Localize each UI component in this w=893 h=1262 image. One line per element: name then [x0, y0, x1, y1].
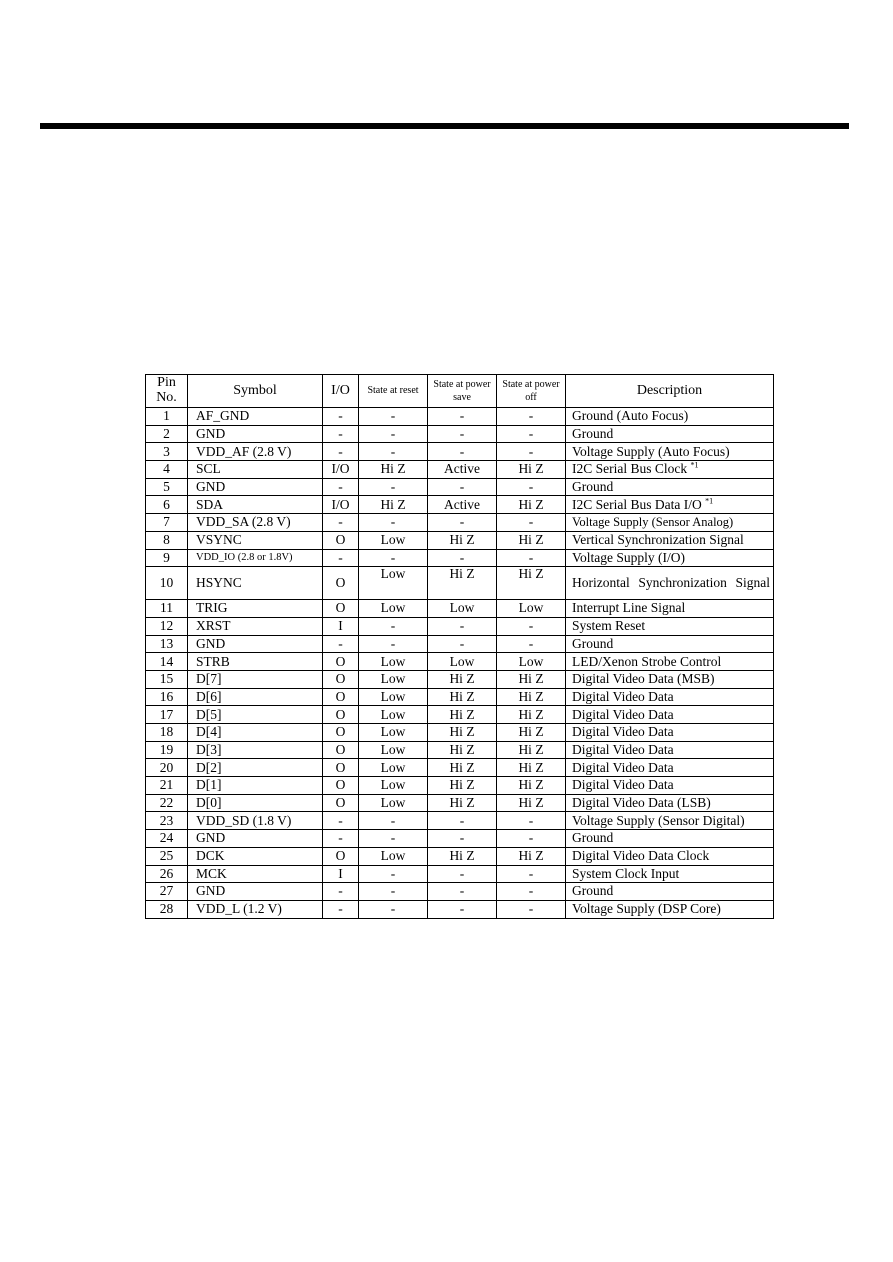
io-cell: O — [323, 531, 359, 549]
state-power-save-cell: Hi Z — [428, 706, 497, 724]
description-cell: Digital Video Data — [566, 741, 774, 759]
io-cell: - — [323, 883, 359, 901]
state-reset-cell: Low — [359, 688, 428, 706]
state-reset-cell: Low — [359, 670, 428, 688]
state-power-save-cell: Hi Z — [428, 847, 497, 865]
state-power-off-cell: Hi Z — [497, 531, 566, 549]
pin-cell: 9 — [146, 549, 188, 567]
description-cell: Ground — [566, 425, 774, 443]
state-reset-cell: - — [359, 478, 428, 496]
state-power-off-cell: Hi Z — [497, 496, 566, 514]
io-cell: O — [323, 741, 359, 759]
state-reset-cell: - — [359, 443, 428, 461]
state-power-save-cell: Hi Z — [428, 777, 497, 795]
table-row — [146, 461, 774, 479]
state-power-off-cell: - — [497, 830, 566, 848]
pin-cell: 14 — [146, 653, 188, 671]
state-reset-cell: - — [359, 617, 428, 635]
description-cell: Digital Video Data (LSB) — [566, 794, 774, 812]
symbol-cell: AF_GND — [188, 408, 323, 426]
description-cell: Voltage Supply (Sensor Digital) — [566, 812, 774, 830]
pin-cell: 3 — [146, 443, 188, 461]
state-reset-cell: Low — [359, 741, 428, 759]
description-cell: Digital Video Data — [566, 724, 774, 742]
io-cell: O — [323, 670, 359, 688]
description-cell: Digital Video Data — [566, 759, 774, 777]
description-cell: System Clock Input — [566, 865, 774, 883]
description-cell — [566, 461, 774, 479]
state-reset-cell: Low — [359, 847, 428, 865]
table-row — [146, 812, 774, 830]
table-row — [146, 425, 774, 443]
table-row — [146, 865, 774, 883]
state-reset-cell: Low — [359, 759, 428, 777]
table-row — [146, 531, 774, 549]
table-row — [146, 514, 774, 532]
io-cell: - — [323, 514, 359, 532]
io-cell: O — [323, 706, 359, 724]
pin-cell: 27 — [146, 883, 188, 901]
io-cell: - — [323, 812, 359, 830]
pin-cell: 8 — [146, 531, 188, 549]
state-reset-cell: - — [359, 425, 428, 443]
pin-cell: 28 — [146, 900, 188, 918]
symbol-cell: D[2] — [188, 759, 323, 777]
pin-cell: 1 — [146, 408, 188, 426]
description-cell: Digital Video Data — [566, 777, 774, 795]
io-cell: - — [323, 900, 359, 918]
state-power-save-cell: Hi Z — [428, 759, 497, 777]
description-cell: LED/Xenon Strobe Control — [566, 653, 774, 671]
description-cell: Ground — [566, 478, 774, 496]
header-state-at-power-save: State at power save — [428, 375, 497, 408]
pin-assignment-table — [145, 374, 774, 919]
pin-cell: 10 — [146, 567, 188, 600]
state-power-off-cell: - — [497, 425, 566, 443]
table-row — [146, 600, 774, 618]
io-cell: O — [323, 724, 359, 742]
pin-cell: 21 — [146, 777, 188, 795]
header-description: Description — [566, 375, 774, 408]
state-power-off-cell: Hi Z — [497, 777, 566, 795]
state-power-save-cell: Hi Z — [428, 741, 497, 759]
symbol-cell: D[6] — [188, 688, 323, 706]
description-cell — [566, 496, 774, 514]
state-power-off-cell: - — [497, 443, 566, 461]
state-power-save-cell: - — [428, 883, 497, 901]
footnote-marker: *1 — [705, 496, 714, 506]
state-reset-cell: - — [359, 830, 428, 848]
state-power-save-cell: - — [428, 900, 497, 918]
pin-cell: 5 — [146, 478, 188, 496]
description-cell: Voltage Supply (DSP Core) — [566, 900, 774, 918]
state-power-save-cell: Active — [428, 496, 497, 514]
symbol-cell: SCL — [188, 461, 323, 479]
state-power-off-cell: Hi Z — [497, 847, 566, 865]
table-row — [146, 741, 774, 759]
header-pin-no: Pin No. — [146, 375, 188, 408]
table-row — [146, 724, 774, 742]
description-cell: Vertical Synchronization Signal — [566, 531, 774, 549]
description-cell: Digital Video Data (MSB) — [566, 670, 774, 688]
state-power-save-cell: - — [428, 425, 497, 443]
header-state-at-power-off: State at power off — [497, 375, 566, 408]
table-row — [146, 408, 774, 426]
io-cell: - — [323, 635, 359, 653]
io-cell: O — [323, 847, 359, 865]
state-reset-cell: Low — [359, 600, 428, 618]
state-power-off-cell: - — [497, 617, 566, 635]
symbol-cell: DCK — [188, 847, 323, 865]
description-cell: Digital Video Data Clock — [566, 847, 774, 865]
symbol-cell: XRST — [188, 617, 323, 635]
table-row — [146, 635, 774, 653]
symbol-cell: MCK — [188, 865, 323, 883]
pin-cell: 19 — [146, 741, 188, 759]
state-reset-cell: Low — [359, 531, 428, 549]
pin-cell: 6 — [146, 496, 188, 514]
description-cell: Ground — [566, 830, 774, 848]
state-power-off-cell: Hi Z — [497, 794, 566, 812]
table-row — [146, 567, 774, 600]
state-power-off-cell: Hi Z — [497, 759, 566, 777]
io-cell: - — [323, 478, 359, 496]
pin-cell: 26 — [146, 865, 188, 883]
symbol-cell: D[7] — [188, 670, 323, 688]
symbol-cell: D[4] — [188, 724, 323, 742]
description-cell: Voltage Supply (Sensor Analog) — [566, 514, 774, 532]
state-power-save-cell: Hi Z — [428, 688, 497, 706]
pin-cell: 23 — [146, 812, 188, 830]
description-cell: Digital Video Data — [566, 706, 774, 724]
table-row — [146, 706, 774, 724]
description-cell: Ground — [566, 883, 774, 901]
state-power-save-cell: - — [428, 549, 497, 567]
top-horizontal-rule — [40, 123, 849, 129]
symbol-cell: TRIG — [188, 600, 323, 618]
io-cell: - — [323, 443, 359, 461]
symbol-cell: D[5] — [188, 706, 323, 724]
symbol-cell: SDA — [188, 496, 323, 514]
description-cell: System Reset — [566, 617, 774, 635]
state-power-off-cell: - — [497, 883, 566, 901]
state-power-off-cell: Hi Z — [497, 670, 566, 688]
state-power-save-cell: - — [428, 830, 497, 848]
symbol-cell: D[0] — [188, 794, 323, 812]
pin-cell: 13 — [146, 635, 188, 653]
state-power-off-cell: - — [497, 900, 566, 918]
io-cell: O — [323, 794, 359, 812]
description-text: I2C Serial Bus Data I/O — [572, 496, 702, 512]
state-reset-cell: - — [359, 635, 428, 653]
footnote-marker: *1 — [690, 460, 699, 470]
io-cell: - — [323, 549, 359, 567]
state-power-off-cell: Hi Z — [497, 567, 566, 600]
symbol-cell: HSYNC — [188, 567, 323, 600]
pin-cell: 16 — [146, 688, 188, 706]
state-power-off-cell: - — [497, 549, 566, 567]
description-cell: Horizontal Synchronization Signal — [566, 567, 774, 600]
description-cell: Voltage Supply (I/O) — [566, 549, 774, 567]
symbol-cell: VDD_SA (2.8 V) — [188, 514, 323, 532]
symbol-cell: D[3] — [188, 741, 323, 759]
state-power-save-cell: Hi Z — [428, 670, 497, 688]
state-reset-cell: Low — [359, 724, 428, 742]
symbol-cell: VDD_SD (1.8 V) — [188, 812, 323, 830]
state-power-off-cell: Hi Z — [497, 688, 566, 706]
state-power-off-cell: Hi Z — [497, 461, 566, 479]
symbol-cell: D[1] — [188, 777, 323, 795]
table-body — [146, 408, 774, 919]
symbol-cell: VDD_IO (2.8 or 1.8V) — [188, 549, 323, 567]
symbol-cell: VSYNC — [188, 531, 323, 549]
table-header-row — [146, 375, 774, 408]
state-reset-cell: Hi Z — [359, 461, 428, 479]
symbol-cell: GND — [188, 425, 323, 443]
symbol-cell: GND — [188, 635, 323, 653]
state-reset-cell: - — [359, 514, 428, 532]
pin-cell: 17 — [146, 706, 188, 724]
io-cell: O — [323, 600, 359, 618]
table-row — [146, 670, 774, 688]
description-text: I2C Serial Bus Clock — [572, 461, 688, 477]
state-reset-cell: - — [359, 865, 428, 883]
description-cell: Ground (Auto Focus) — [566, 408, 774, 426]
state-power-save-cell: Hi Z — [428, 531, 497, 549]
pin-cell: 20 — [146, 759, 188, 777]
header-io: I/O — [323, 375, 359, 408]
header-state-at-reset: State at reset — [359, 375, 428, 408]
state-power-save-cell: Active — [428, 461, 497, 479]
state-reset-cell: Low — [359, 794, 428, 812]
state-power-off-cell: Low — [497, 653, 566, 671]
state-reset-cell: - — [359, 883, 428, 901]
io-cell: - — [323, 408, 359, 426]
table-row — [146, 478, 774, 496]
state-power-off-cell: Hi Z — [497, 741, 566, 759]
symbol-cell: VDD_L (1.2 V) — [188, 900, 323, 918]
state-power-save-cell: Hi Z — [428, 724, 497, 742]
io-cell: I/O — [323, 496, 359, 514]
io-cell: O — [323, 759, 359, 777]
pin-cell: 18 — [146, 724, 188, 742]
table-row — [146, 830, 774, 848]
state-reset-cell: - — [359, 900, 428, 918]
pin-cell: 22 — [146, 794, 188, 812]
description-cell: Voltage Supply (Auto Focus) — [566, 443, 774, 461]
state-power-off-cell: - — [497, 865, 566, 883]
header-symbol: Symbol — [188, 375, 323, 408]
state-power-off-cell: - — [497, 408, 566, 426]
state-power-save-cell: - — [428, 408, 497, 426]
state-power-save-cell: - — [428, 478, 497, 496]
table-row — [146, 549, 774, 567]
pin-cell: 7 — [146, 514, 188, 532]
pin-cell: 11 — [146, 600, 188, 618]
state-power-save-cell: - — [428, 514, 497, 532]
pin-cell: 12 — [146, 617, 188, 635]
symbol-cell: GND — [188, 883, 323, 901]
state-power-off-cell: - — [497, 478, 566, 496]
state-power-save-cell: - — [428, 812, 497, 830]
state-reset-cell: Low — [359, 706, 428, 724]
state-power-save-cell: Low — [428, 600, 497, 618]
io-cell: - — [323, 425, 359, 443]
symbol-cell: STRB — [188, 653, 323, 671]
pin-cell: 15 — [146, 670, 188, 688]
table-row — [146, 617, 774, 635]
io-cell: O — [323, 688, 359, 706]
state-power-save-cell: - — [428, 443, 497, 461]
state-reset-cell: Low — [359, 777, 428, 795]
state-power-save-cell: Hi Z — [428, 567, 497, 600]
io-cell: O — [323, 567, 359, 600]
pin-cell: 25 — [146, 847, 188, 865]
table-row — [146, 759, 774, 777]
state-power-off-cell: - — [497, 812, 566, 830]
io-cell: I/O — [323, 461, 359, 479]
state-power-off-cell: Hi Z — [497, 724, 566, 742]
table-row — [146, 688, 774, 706]
description-cell: Ground — [566, 635, 774, 653]
state-reset-cell: - — [359, 812, 428, 830]
io-cell: - — [323, 830, 359, 848]
table-row — [146, 794, 774, 812]
pin-cell: 4 — [146, 461, 188, 479]
state-power-off-cell: - — [497, 514, 566, 532]
state-power-off-cell: - — [497, 635, 566, 653]
pin-cell: 24 — [146, 830, 188, 848]
symbol-cell: GND — [188, 478, 323, 496]
state-reset-cell: Hi Z — [359, 496, 428, 514]
table-row — [146, 900, 774, 918]
table-row — [146, 443, 774, 461]
table-row — [146, 496, 774, 514]
state-reset-cell: Low — [359, 567, 428, 600]
state-power-off-cell: Low — [497, 600, 566, 618]
table-row — [146, 883, 774, 901]
state-power-save-cell: Low — [428, 653, 497, 671]
state-power-save-cell: - — [428, 635, 497, 653]
io-cell: O — [323, 653, 359, 671]
state-power-off-cell: Hi Z — [497, 706, 566, 724]
state-reset-cell: - — [359, 408, 428, 426]
symbol-cell: GND — [188, 830, 323, 848]
io-cell: I — [323, 617, 359, 635]
state-power-save-cell: - — [428, 617, 497, 635]
io-cell: I — [323, 865, 359, 883]
state-reset-cell: Low — [359, 653, 428, 671]
state-power-save-cell: Hi Z — [428, 794, 497, 812]
symbol-cell: VDD_AF (2.8 V) — [188, 443, 323, 461]
description-cell: Interrupt Line Signal — [566, 600, 774, 618]
state-reset-cell: - — [359, 549, 428, 567]
io-cell: O — [323, 777, 359, 795]
table-row — [146, 847, 774, 865]
pin-cell: 2 — [146, 425, 188, 443]
description-cell: Digital Video Data — [566, 688, 774, 706]
state-power-save-cell: - — [428, 865, 497, 883]
table-row — [146, 777, 774, 795]
table-row — [146, 653, 774, 671]
